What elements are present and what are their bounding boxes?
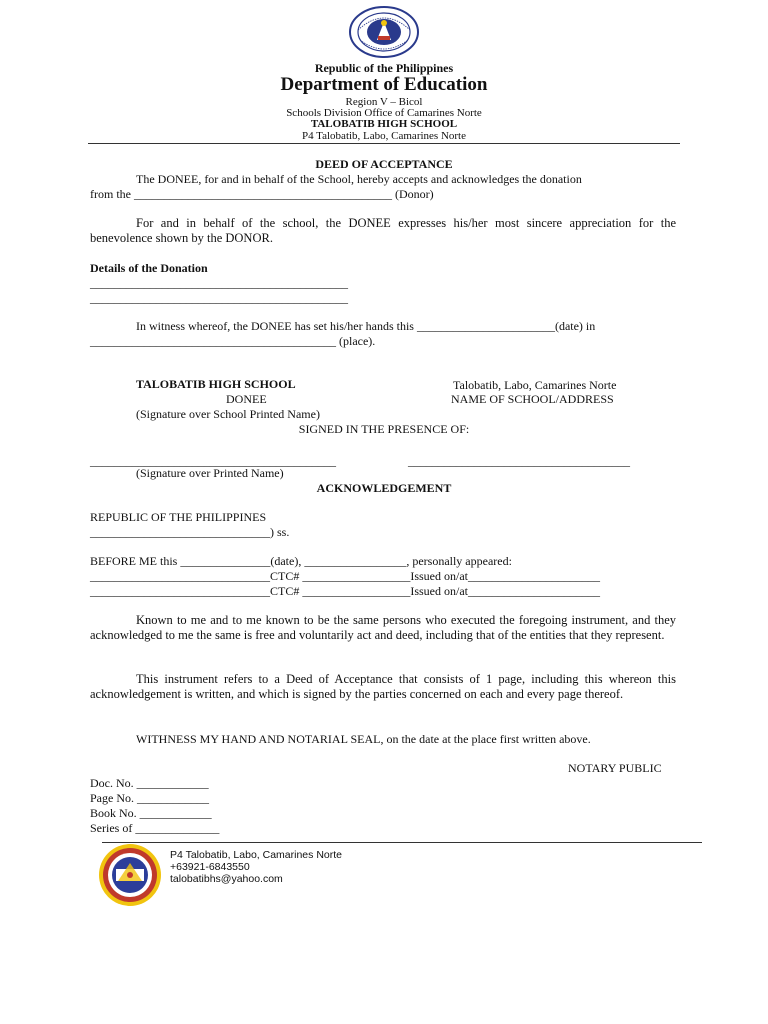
deed-title: DEED OF ACCEPTANCE <box>315 157 453 171</box>
footer-phone: +63921-6843550 <box>170 861 250 873</box>
details-heading: Details of the Donation <box>90 261 208 275</box>
witness-signature-line-left: _________________________________________ <box>90 454 336 468</box>
department-heading: Department of Education <box>280 74 488 95</box>
page-no-field: Page No. ____________ <box>90 791 209 805</box>
donee-signature-label: (Signature over School Printed Name) <box>136 407 320 421</box>
deed-para1-line2: from the ___________________________________________ (Donor) <box>90 187 434 201</box>
witness-line-1: In witness whereof, the DONEE has set his/her hands this _______________________(date) in <box>136 319 596 333</box>
notary-public-label: NOTARY PUBLIC <box>568 761 662 775</box>
school-address: Talobatib, Labo, Camarines Norte <box>453 378 617 392</box>
witness-signature-line-right: _____________________________________ <box>408 454 630 468</box>
republic-heading: Republic of the Philippines <box>314 61 454 75</box>
witness-line-2: _________________________________________ (place). <box>90 334 376 348</box>
ack-ctc-line-1: ______________________________CTC# __________________Issued on/at______________________ <box>90 569 600 583</box>
ack-ss-line: ______________________________) ss. <box>90 525 290 539</box>
ack-para1-text: Known to me and to me known to be the same persons who executed the foregoing instrument, and they acknowledged to me the same is free and voluntarily act and deed, including that of the entities that they represent. <box>90 613 676 642</box>
ack-para1 <box>90 613 676 643</box>
school-logo-icon <box>98 843 162 907</box>
donee-label: DONEE <box>226 392 267 406</box>
header-divider <box>88 143 680 144</box>
footer-address: P4 Talobatib, Labo, Camarines Norte <box>170 849 342 861</box>
witness-signature-label: (Signature over Printed Name) <box>136 466 284 480</box>
ack-para2 <box>90 672 676 702</box>
deped-seal-icon <box>348 6 420 58</box>
ack-witness-hand: WITHNESS MY HAND AND NOTARIAL SEAL, on the date at the place first written above. <box>136 732 591 746</box>
acknowledgement-title: ACKNOWLEDGEMENT <box>316 481 452 495</box>
school-line: TALOBATIB HIGH SCHOOL <box>310 118 458 130</box>
deed-para2-text: For and in behalf of the school, the DONEE expresses his/her most sincere appreciation for the benevolence shown by the DONOR. <box>90 216 676 245</box>
presence-label: SIGNED IN THE PRESENCE OF: <box>298 422 470 436</box>
details-blank-1: ___________________________________________ <box>90 276 348 290</box>
ack-ctc-line-2: ______________________________CTC# __________________Issued on/at______________________ <box>90 584 600 598</box>
footer-divider <box>102 842 702 843</box>
division-line: Schools Division Office of Camarines Norte <box>286 107 482 119</box>
doc-no-field: Doc. No. ____________ <box>90 776 209 790</box>
footer-email[interactable]: talobatibhs@yahoo.com <box>170 873 283 885</box>
donee-school-name: TALOBATIB HIGH SCHOOL <box>136 377 296 391</box>
deed-para2 <box>90 216 676 246</box>
details-blank-2: ___________________________________________ <box>90 291 348 305</box>
region-line: Region V – Bicol <box>345 96 423 108</box>
address-line: P4 Talobatib, Labo, Camarines Norte <box>302 130 466 142</box>
ack-para2-text: This instrument refers to a Deed of Acceptance that consists of 1 page, including this whereon this acknowledgement is written, and which is signed by the parties concerned on each and every page thereof. <box>90 672 676 701</box>
ack-before-me: BEFORE ME this _______________(date), _________________, personally appeared: <box>90 554 512 568</box>
school-address-label: NAME OF SCHOOL/ADDRESS <box>451 392 614 406</box>
ack-republic: REPUBLIC OF THE PHILIPPINES <box>90 510 267 524</box>
series-of-field: Series of ______________ <box>90 821 220 835</box>
book-no-field: Book No. ____________ <box>90 806 212 820</box>
deed-para1-line1: The DONEE, for and in behalf of the School, hereby accepts and acknowledges the donation <box>136 172 582 186</box>
